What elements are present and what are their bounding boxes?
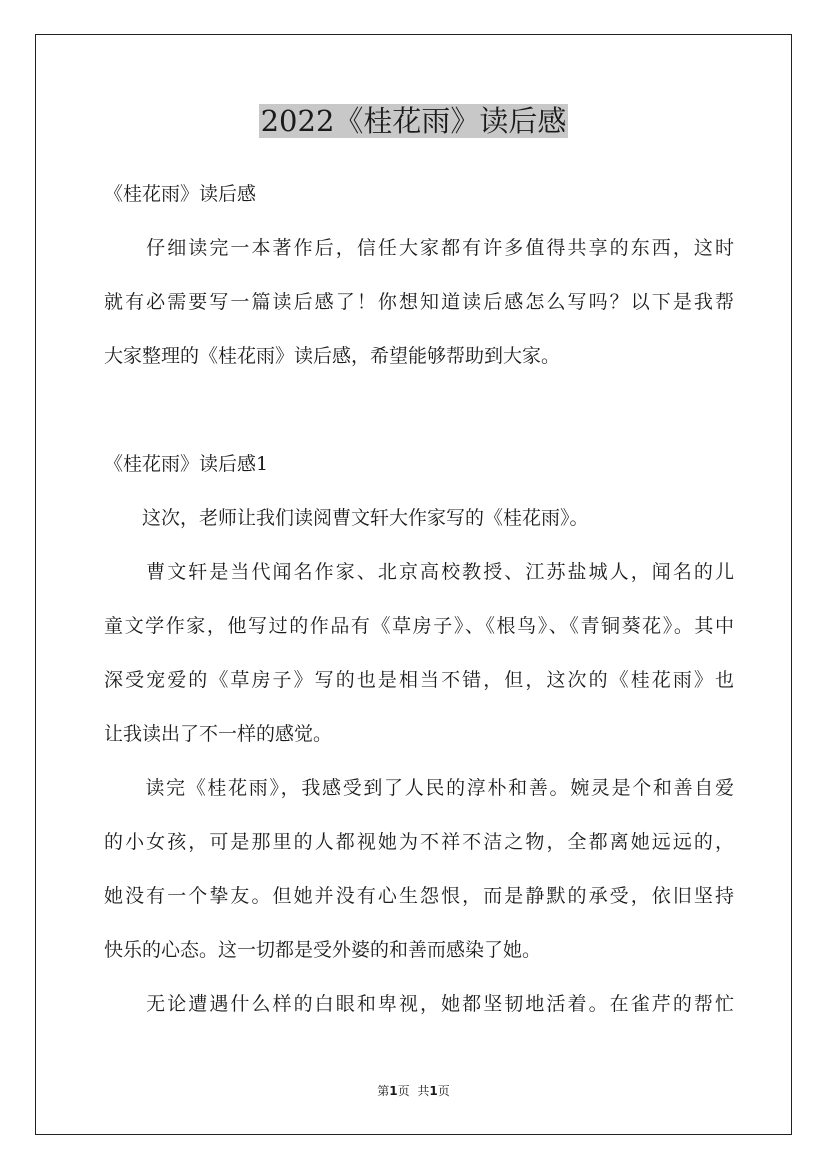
- footer-page-total: 1: [429, 1084, 438, 1098]
- body-line: 童文学作家，他写过的作品有《草房子》、《根鸟》、《青铜葵花》。其中: [104, 615, 734, 637]
- body-line: 快乐的心态。这一切都是受外婆的和善而感染了她。: [104, 939, 542, 961]
- body-line: 无论遭遇什么样的白眼和卑视，她都坚韧地活着。在雀芹的帮忙: [104, 993, 734, 1015]
- section-heading: 《桂花雨》读后感1: [104, 453, 269, 475]
- body-line: 这次，老师让我们读阅曹文轩大作家写的《桂花雨》。: [104, 507, 589, 529]
- document-title-text: 2022《桂花雨》读后感: [260, 104, 567, 138]
- body-line: 深受宠爱的《草房子》写的也是相当不错，但，这次的《桂花雨》也: [104, 669, 734, 691]
- intro-line: 大家整理的《桂花雨》读后感，希望能够帮助到大家。: [104, 345, 561, 367]
- body-line: 读完《桂花雨》，我感受到了人民的淳朴和善。婉灵是个和善自爱: [104, 777, 734, 799]
- page-footer: [0, 1083, 827, 1099]
- footer-total-suffix: 页: [437, 1084, 450, 1098]
- footer-total-prefix: 共: [417, 1084, 430, 1098]
- intro-line: 就有必需要写一篇读后感了！你想知道读后感怎么写吗？以下是我帮: [104, 291, 734, 313]
- footer-page-current: 1: [389, 1084, 398, 1098]
- body-line: 曹文轩是当代闻名作家、北京高校教授、江苏盐城人，闻名的儿: [104, 561, 734, 583]
- footer-page-prefix: 第: [377, 1084, 390, 1098]
- body-line: 她没有一个挚友。但她并没有心生怨恨，而是静默的承受，依旧坚持: [104, 885, 734, 907]
- footer-page-suffix: 页: [397, 1084, 410, 1098]
- body-line: 的小女孩，可是那里的人都视她为不祥不洁之物，全都离她远远的，: [104, 831, 734, 853]
- intro-line: 仔细读完一本著作后，信任大家都有许多值得共享的东西，这时: [104, 237, 734, 259]
- document-subtitle: 《桂花雨》读后感: [104, 183, 257, 205]
- document-title: [0, 100, 827, 142]
- body-line: 让我读出了不一样的感觉。: [104, 723, 333, 745]
